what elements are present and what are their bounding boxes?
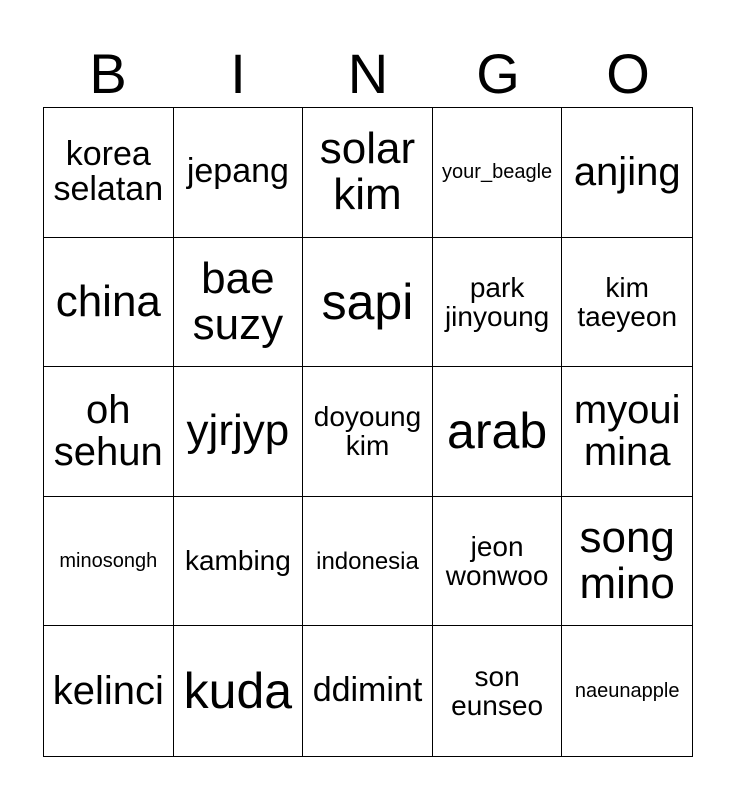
cell-text: oh sehun [53,388,163,475]
cell-text: kelinci [52,669,164,714]
header-letter-n: N [347,42,389,105]
bingo-cell[interactable] [174,367,304,497]
header-letter-b: B [89,42,127,105]
bingo-cell[interactable] [303,626,433,756]
bingo-cell[interactable] [174,238,304,368]
bingo-cell[interactable] [433,626,563,756]
cell-text: son eunseo [451,660,544,722]
bingo-board [43,107,693,757]
bingo-cell[interactable] [562,238,692,368]
bingo-cell[interactable] [174,497,304,627]
header-letter-g: G [476,42,520,105]
bingo-cell[interactable] [433,367,563,497]
header-letter-o: O [606,42,650,105]
bingo-cell[interactable] [562,497,692,627]
cell-text: park jinyoung [444,271,550,332]
bingo-cell[interactable] [562,626,692,756]
bingo-cell[interactable] [303,497,433,627]
cell-text: solar kim [319,124,416,220]
cell-text: ddimint [312,671,423,710]
bingo-cell[interactable] [44,367,174,497]
bingo-cell[interactable] [433,238,563,368]
cell-text: kambing [184,545,291,577]
bingo-cell[interactable] [44,238,174,368]
bingo-cell[interactable] [174,626,304,756]
cell-text: china [55,276,161,326]
bingo-cell[interactable] [562,108,692,238]
bingo-cell[interactable] [562,367,692,497]
cell-text: yjrjyp [186,406,290,456]
cell-text: bae suzy [192,253,284,349]
cell-text: minosongh [59,549,158,572]
bingo-cell[interactable] [433,497,563,627]
cell-text: korea selatan [53,134,164,209]
bingo-cell[interactable] [433,108,563,238]
cell-text: kim taeyeon [577,271,678,332]
bingo-cell[interactable] [174,108,304,238]
cell-text: naeunapple [574,679,680,702]
cell-text: sapi [321,273,414,330]
cell-text: jepang [186,152,289,191]
header-letter-i: I [230,42,246,105]
bingo-cell[interactable] [303,367,433,497]
cell-text: kuda [183,662,293,719]
cell-text: anjing [573,150,681,195]
bingo-cell[interactable] [44,626,174,756]
bingo-cell[interactable] [44,108,174,238]
cell-text: your_beagle [442,160,553,183]
cell-text: doyoung kim [313,401,422,462]
bingo-cell[interactable] [44,497,174,627]
cell-text: song mino [579,512,675,609]
cell-text: indonesia [316,547,419,575]
cell-text: jeon wonwoo [445,530,549,592]
bingo-header [43,40,693,108]
cell-text: arab [447,403,548,460]
bingo-cell[interactable] [303,238,433,368]
bingo-cell[interactable] [303,108,433,238]
cell-text: myoui mina [573,388,681,475]
